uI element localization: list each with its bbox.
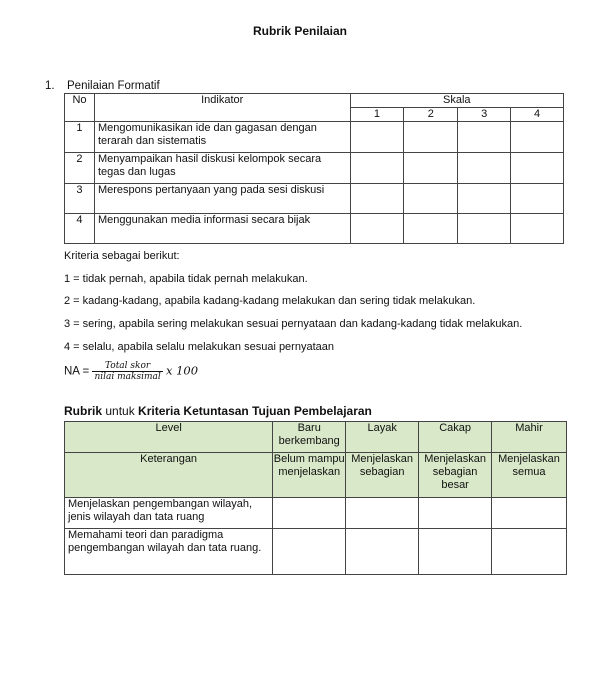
rubric-row-label: Memahami teori dan paradigma pengembangan wilayah dan tata ruang. — [65, 529, 273, 575]
score-cell[interactable] — [350, 184, 404, 214]
rubric-cell[interactable] — [273, 529, 346, 575]
formula-numerator: Total skor — [92, 361, 162, 372]
rubric-cell[interactable] — [273, 498, 346, 529]
formula — [64, 361, 198, 382]
score-cell[interactable] — [350, 214, 404, 244]
formative-assessment-table — [64, 93, 564, 244]
section2-heading — [64, 404, 372, 418]
row-no: 2 — [65, 153, 95, 184]
row-indicator: Merespons pertanyaan yang pada sesi diskusi — [94, 184, 350, 214]
row-no: 1 — [65, 122, 95, 153]
row-indicator: Mengomunikasikan ide dan gagasan dengan terarah dan sistematis — [94, 122, 350, 153]
heading-untuk: untuk — [102, 404, 139, 418]
desc-mahir: Menjelaskan semua — [492, 453, 567, 498]
rubric-table — [64, 421, 567, 575]
scale-3: 3 — [458, 108, 511, 122]
score-cell[interactable] — [404, 214, 458, 244]
rubric-cell[interactable] — [492, 529, 567, 575]
heading-rubrik: Rubrik — [64, 404, 103, 418]
score-cell[interactable] — [458, 184, 511, 214]
row-no: 3 — [65, 184, 95, 214]
rubric-cell[interactable] — [492, 498, 567, 529]
score-cell[interactable] — [458, 153, 511, 184]
desc-label: Keterangan — [65, 453, 273, 498]
score-cell[interactable] — [511, 122, 564, 153]
score-cell[interactable] — [404, 122, 458, 153]
score-cell[interactable] — [511, 214, 564, 244]
scale-2: 2 — [404, 108, 458, 122]
rubric-cell[interactable] — [346, 498, 419, 529]
header-indicator: Indikator — [94, 94, 350, 122]
row-indicator: Menyampaikan hasil diskusi kelompok secara tegas dan lugas — [94, 153, 350, 184]
table-row — [65, 153, 564, 184]
criteria-item: 4 = selalu, apabila selalu melakukan sesuai pernyataan — [64, 341, 334, 353]
score-cell[interactable] — [350, 153, 404, 184]
section1-number: 1. — [45, 80, 55, 92]
desc-cakap: Menjelaskan sebagian besar — [419, 453, 492, 498]
row-no: 4 — [65, 214, 95, 244]
section1-heading: Penilaian Formatif — [67, 80, 160, 92]
score-cell[interactable] — [511, 184, 564, 214]
table-row — [65, 498, 567, 529]
score-cell[interactable] — [511, 153, 564, 184]
heading-criteria: Kriteria Ketuntasan Tujuan Pembelajaran — [138, 404, 372, 418]
table-row — [65, 184, 564, 214]
score-cell[interactable] — [404, 153, 458, 184]
score-cell[interactable] — [458, 122, 511, 153]
header-level-baru: Baru berkembang — [273, 422, 346, 453]
formula-lhs: NA = — [64, 365, 93, 378]
criteria-item: 2 = kadang-kadang, apabila kadang-kadang melakukan dan sering tidak melakukan. — [64, 295, 476, 307]
rubric-row-label: Menjelaskan pengembangan wilayah, jenis wilayah dan tata ruang — [65, 498, 273, 529]
criteria-item: 3 = sering, apabila sering melakukan sesuai pernyataan dan kadang-kadang tidak melakukan. — [64, 318, 523, 330]
criteria-heading: Kriteria sebagai berikut: — [64, 250, 180, 262]
header-scale: Skala — [350, 94, 564, 108]
score-cell[interactable] — [458, 214, 511, 244]
score-cell[interactable] — [350, 122, 404, 153]
scale-1: 1 — [350, 108, 404, 122]
score-cell[interactable] — [404, 184, 458, 214]
rubric-cell[interactable] — [419, 498, 492, 529]
table-row — [65, 214, 564, 244]
scale-4: 4 — [511, 108, 564, 122]
header-level-cakap: Cakap — [419, 422, 492, 453]
desc-layak: Menjelaskan sebagian — [346, 453, 419, 498]
table-row — [65, 122, 564, 153]
rubric-cell[interactable] — [346, 529, 419, 575]
criteria-item: 1 = tidak pernah, apabila tidak pernah melakukan. — [64, 273, 308, 285]
header-level-layak: Layak — [346, 422, 419, 453]
formula-rhs: x 100 — [165, 363, 199, 378]
header-no: No — [65, 94, 95, 122]
header-level: Level — [65, 422, 273, 453]
table-row — [65, 529, 567, 575]
row-indicator: Menggunakan media informasi secara bijak — [94, 214, 350, 244]
formula-fraction — [92, 361, 162, 382]
rubric-cell[interactable] — [419, 529, 492, 575]
page-title: Rubrik Penilaian — [252, 24, 348, 38]
header-level-mahir: Mahir — [492, 422, 567, 453]
formula-denominator: nilai maksimal — [94, 372, 161, 382]
desc-baru: Belum mampu menjelaskan — [273, 453, 346, 498]
